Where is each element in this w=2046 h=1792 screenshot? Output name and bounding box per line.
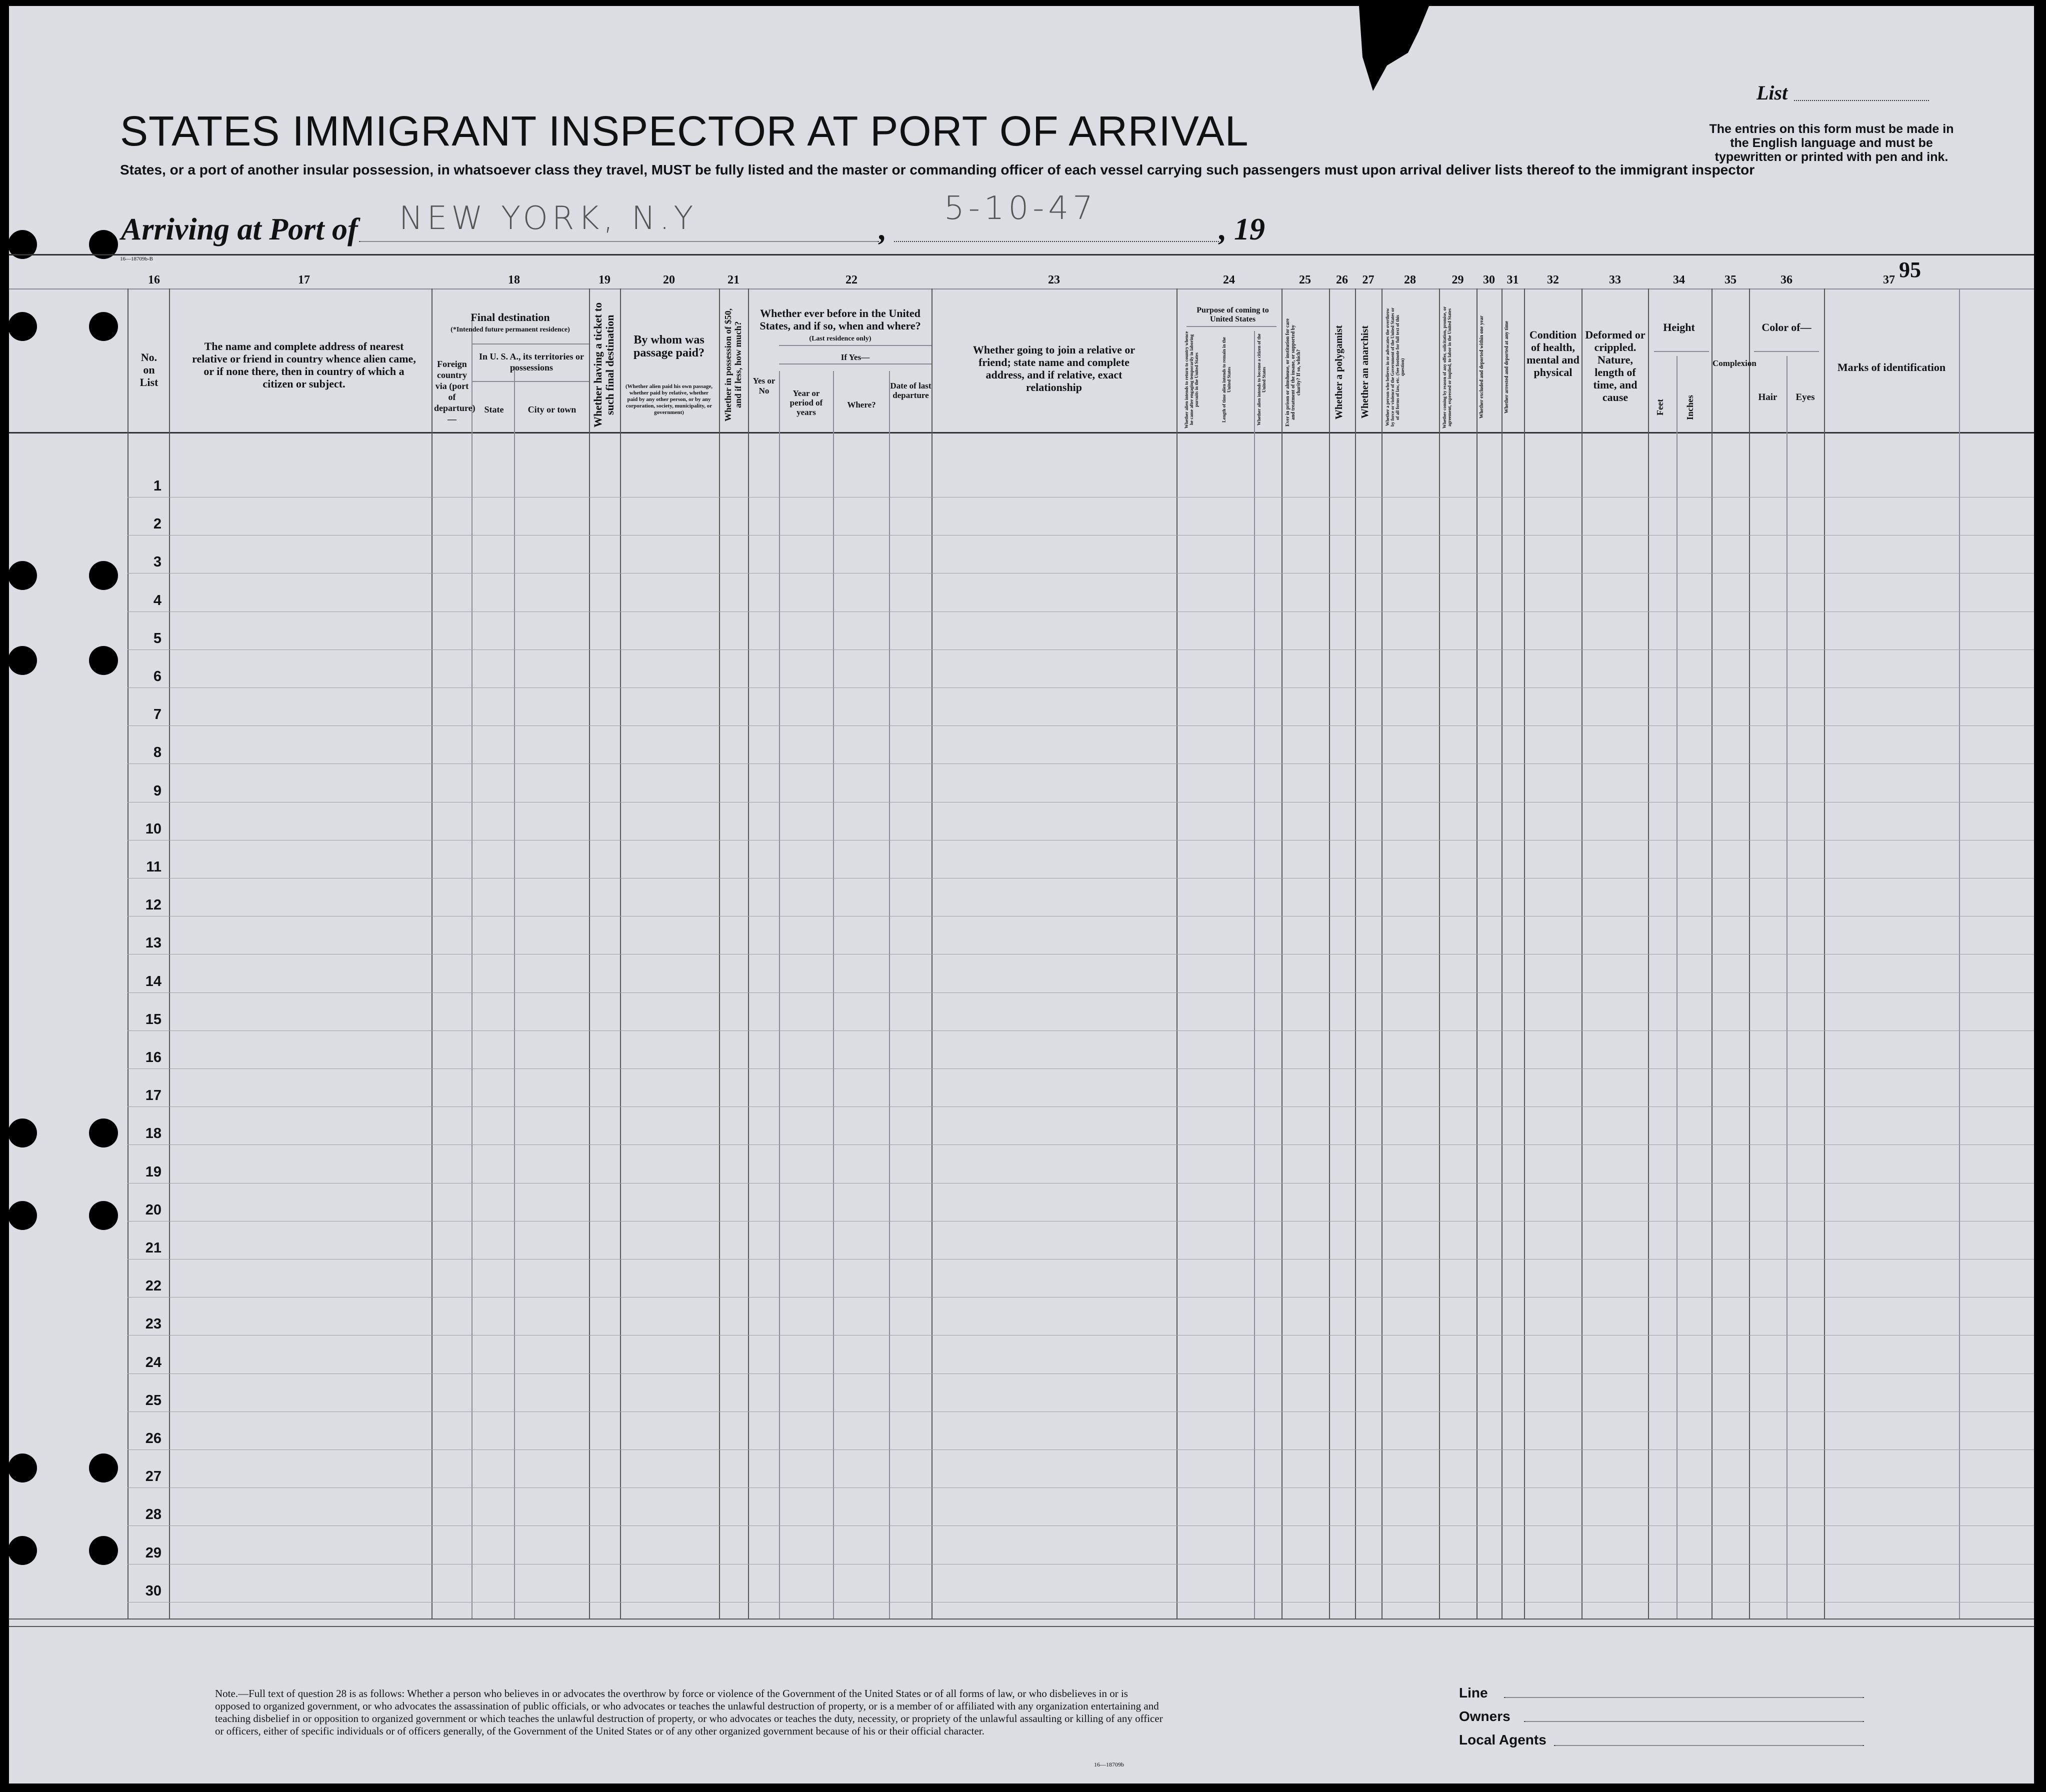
header-deformed: Deformed or crippled. Nature, length of time, and cause bbox=[1585, 328, 1646, 404]
line-field[interactable] bbox=[1504, 1697, 1864, 1698]
manifest-sheet bbox=[9, 6, 2034, 1784]
header-state: State bbox=[484, 404, 504, 414]
col-number-21: 21 bbox=[728, 274, 740, 286]
form-title: STATES IMMIGRANT INSPECTOR AT PORT OF ARRIVAL bbox=[120, 108, 1249, 154]
col-number-36: 36 bbox=[1780, 274, 1792, 286]
owners-field[interactable] bbox=[1524, 1721, 1864, 1722]
form-code-top: 16—18709b-B bbox=[120, 256, 153, 262]
sub-header-line bbox=[1654, 351, 1709, 352]
header-join-relative: Whether going to join a relative or friend; state name and complete address, and if relative, exact relationship bbox=[972, 344, 1136, 394]
col-line bbox=[889, 371, 890, 1618]
col-line bbox=[779, 371, 780, 1618]
col-number-25: 25 bbox=[1299, 274, 1311, 286]
row-number: 12 bbox=[145, 897, 162, 914]
binder-hole-icon bbox=[89, 312, 118, 341]
header-no-on-list: No. on List bbox=[140, 351, 158, 388]
sub-header-line bbox=[472, 381, 589, 382]
col-line bbox=[748, 288, 749, 1618]
row-number: 16 bbox=[145, 1050, 162, 1066]
list-number-line bbox=[1794, 100, 1929, 101]
row-number: 27 bbox=[145, 1468, 162, 1485]
sub-header-line bbox=[1754, 351, 1819, 352]
row-rule-line bbox=[128, 1335, 2034, 1336]
header-bottom-line bbox=[9, 432, 2034, 434]
row-number: 1 bbox=[153, 478, 162, 494]
header-hair: Hair bbox=[1758, 392, 1778, 402]
row-rule-line bbox=[128, 992, 2034, 993]
col-number-19: 19 bbox=[598, 274, 610, 286]
date-line bbox=[894, 241, 1219, 242]
header-purpose: Purpose of coming to United States bbox=[1196, 306, 1269, 324]
header-prison: Ever in prison or almshouse, or institution for care and treatment of the insane, or supported by charity? If so, which? bbox=[1285, 318, 1302, 426]
top-border bbox=[9, 254, 2034, 256]
row-number: 11 bbox=[146, 859, 162, 875]
header-height: Height bbox=[1663, 321, 1695, 334]
header-overthrow: Whether a person who believes in or advocates the overthrow by force or violence of the Government of the United States or of all forms of law, etc. (See footnote for full text of this question) bbox=[1385, 308, 1405, 427]
binder-hole-icon bbox=[89, 1454, 118, 1482]
header-purpose-citizen: Whether alien intends to become a citizen of the United States bbox=[1256, 334, 1266, 426]
local-agents-label: Local Agents bbox=[1459, 1732, 1546, 1748]
header-offer-labor: Whether coming by reason of any offer, solicitation, promise, or agreement, expressed or implied, to labor in the United States bbox=[1442, 306, 1452, 428]
row-number: 24 bbox=[145, 1354, 162, 1370]
header-foreign-country: Foreign country via (port of departure)— bbox=[434, 359, 476, 424]
footnote-question-28: Note.—Full text of question 28 is as follows: Whether a person who believes in or advocates the overthrow by force or violence of the Government of the United States or of all forms of law, or who disbelieves in or is opposed to organized government, or who advocates the assassination of public officials, or who advocates or teaches the unlawful destruction of property, or is a member of or affiliated with any organization entertaining and teaching disbelief in or opposition to organized government or which teaches the unlawful destruction of property, or who advocates or teaches the duty, necessity, or propriety of the unlawful assaulting or killing of any officer or officers, either of specific individuals or of officers generally, of the Government of the United States or of any other organized government because of his or their official character. bbox=[215, 1688, 1163, 1737]
line-label: Line bbox=[1459, 1685, 1488, 1700]
binder-hole-icon bbox=[8, 561, 37, 590]
row-number: 10 bbox=[145, 820, 162, 837]
header-passage-paid-note: (Whether alien paid his own passage, whether paid by relative, whether paid by any other person, or by any corporation, society, municipality, or government) bbox=[626, 384, 712, 416]
year-prefix: 19 bbox=[1234, 212, 1265, 246]
binder-hole-icon bbox=[8, 646, 37, 675]
col-line bbox=[1439, 288, 1440, 1618]
row-number: 30 bbox=[145, 1582, 162, 1599]
port-handwritten: NEW YORK, N.Y bbox=[399, 200, 698, 237]
col-number-17: 17 bbox=[298, 274, 310, 286]
sub-header-line bbox=[1186, 326, 1276, 327]
binder-hole-icon bbox=[89, 646, 118, 675]
sub-header-line bbox=[779, 345, 932, 346]
list-label: List bbox=[1756, 82, 1788, 104]
header-inches: Inches bbox=[1685, 394, 1695, 420]
col-line bbox=[1524, 288, 1525, 1618]
header-yes-no: Yes or No bbox=[752, 376, 776, 396]
col-line bbox=[1355, 288, 1356, 1618]
col-line bbox=[1176, 288, 1178, 1618]
header-condition-health: Condition of health, mental and physical bbox=[1526, 328, 1580, 378]
header-complexion: Complexion bbox=[1712, 358, 1756, 368]
binder-hole-icon bbox=[8, 312, 37, 341]
col-line bbox=[1676, 356, 1678, 1618]
header-if-yes: If Yes— bbox=[840, 352, 870, 362]
column-number-line bbox=[9, 288, 2034, 290]
col-number-20: 20 bbox=[663, 274, 675, 286]
row-rule-line bbox=[128, 1221, 2034, 1222]
row-number: 25 bbox=[145, 1392, 162, 1408]
owners-label: Owners bbox=[1459, 1708, 1510, 1724]
row-rule-line bbox=[128, 1030, 2034, 1031]
row-number: 14 bbox=[145, 973, 162, 990]
header-in-usa: In U. S. A., its territories or possessions bbox=[479, 352, 584, 372]
row-rule-line bbox=[128, 497, 2034, 498]
col-number-34: 34 bbox=[1673, 274, 1685, 286]
footer-top-line bbox=[9, 1626, 2034, 1627]
header-where: Where? bbox=[847, 400, 876, 410]
col-line bbox=[589, 288, 590, 1618]
binder-hole-icon bbox=[89, 1118, 118, 1148]
header-final-destination: Final destination bbox=[470, 311, 550, 324]
row-number: 7 bbox=[153, 706, 162, 723]
col-line bbox=[1648, 288, 1649, 1618]
language-note: The entries on this form must be made in the English language and must be typewritten or printed with pen and ink. bbox=[1709, 122, 1954, 164]
col-number-29: 29 bbox=[1452, 274, 1464, 286]
row-number: 5 bbox=[153, 630, 162, 646]
row-number: 8 bbox=[153, 744, 162, 761]
row-rule-line bbox=[128, 1068, 2034, 1069]
col-number-33: 33 bbox=[1609, 274, 1621, 286]
header-final-destination-note: (*Intended future permanent residence) bbox=[450, 326, 570, 334]
header-ever-before: Whether ever before in the United States, and if so, when and where? bbox=[760, 307, 921, 332]
header-polygamist: Whether a polygamist bbox=[1334, 325, 1344, 420]
row-number: 6 bbox=[153, 668, 162, 684]
row-number: 29 bbox=[145, 1544, 162, 1561]
col-line bbox=[620, 288, 621, 1618]
col-number-16: 16 bbox=[148, 274, 160, 286]
col-number-26: 26 bbox=[1336, 274, 1348, 286]
col-line bbox=[719, 288, 720, 1618]
col-line bbox=[1749, 288, 1750, 1618]
form-code-bottom: 16—18709b bbox=[1094, 1761, 1124, 1768]
form-subtitle: States, or a port of another insular possession, in whatsoever class they travel, MUST be fully listed and the master or commanding officer of each vessel carrying such passengers must upon arrival deliver lists thereof to the immigrant inspector bbox=[120, 162, 1755, 178]
row-rule-line bbox=[128, 1106, 2034, 1107]
header-nearest-relative: The name and complete address of nearest relative or friend in country whence alien came, or if none there, then in country of which a citizen or subject. bbox=[192, 340, 416, 390]
binder-hole-icon bbox=[89, 1536, 118, 1565]
header-year-period: Year or period of years bbox=[790, 388, 823, 417]
year-comma: , bbox=[1219, 212, 1227, 246]
row-number: 20 bbox=[145, 1202, 162, 1218]
grid-bottom-line bbox=[9, 1618, 2034, 1620]
header-arrested: Whether arrested and deported at any time bbox=[1504, 320, 1510, 414]
col-number-32: 32 bbox=[1547, 274, 1559, 286]
header-feet: Feet bbox=[1655, 399, 1665, 416]
header-purpose-length: Length of time alien intends to remain in the United States bbox=[1222, 337, 1232, 422]
binder-hole-icon bbox=[8, 1454, 37, 1482]
binder-hole-icon bbox=[8, 1201, 37, 1230]
port-line bbox=[359, 241, 879, 242]
port-comma: , bbox=[879, 212, 887, 246]
col-line bbox=[1824, 288, 1825, 1618]
col-number-23: 23 bbox=[1048, 274, 1060, 286]
col-number-18: 18 bbox=[508, 274, 520, 286]
header-eyes: Eyes bbox=[1796, 392, 1815, 402]
row-rule-line bbox=[128, 1297, 2034, 1298]
row-number: 4 bbox=[153, 592, 162, 608]
header-ticket: Whether having a ticket to such final destination bbox=[592, 302, 616, 428]
col-number-37: 37 bbox=[1883, 274, 1895, 286]
date-handwritten: 5-10-47 bbox=[944, 190, 1097, 227]
header-excluded: Whether excluded and deported within one year bbox=[1479, 316, 1484, 419]
row-number: 28 bbox=[145, 1506, 162, 1523]
header-purpose-return: Whether alien intends to return to country whence he came after engaging temporarily in laboring pursuits in the United States bbox=[1184, 331, 1199, 428]
header-passage-paid: By whom was passage paid? bbox=[633, 334, 705, 360]
row-number: 22 bbox=[145, 1278, 162, 1294]
col-number-24: 24 bbox=[1223, 274, 1235, 286]
row-rule-line bbox=[128, 573, 2034, 574]
row-rule-line bbox=[128, 1144, 2034, 1145]
col-line bbox=[1476, 288, 1478, 1618]
col-line bbox=[169, 288, 170, 1618]
row-rule-line bbox=[128, 1259, 2034, 1260]
header-anarchist: Whether an anarchist bbox=[1360, 326, 1370, 419]
row-number: 3 bbox=[153, 554, 162, 570]
binder-hole-icon bbox=[8, 1118, 37, 1148]
row-number: 23 bbox=[145, 1316, 162, 1332]
binder-hole-icon bbox=[89, 1201, 118, 1230]
row-number: 2 bbox=[153, 516, 162, 532]
col-number-22: 22 bbox=[846, 274, 858, 286]
row-number: 9 bbox=[153, 782, 162, 799]
row-rule-line bbox=[128, 535, 2034, 536]
local-agents-field[interactable] bbox=[1554, 1745, 1864, 1746]
col-line bbox=[1959, 288, 1960, 1618]
header-last-residence: (Last residence only) bbox=[809, 335, 872, 342]
row-number: 15 bbox=[145, 1011, 162, 1028]
header-color-of: Color of— bbox=[1762, 321, 1812, 334]
row-number: 18 bbox=[145, 1126, 162, 1142]
torn-paper-mark bbox=[1359, 6, 1429, 91]
col-number-28: 28 bbox=[1404, 274, 1416, 286]
col-number-27: 27 bbox=[1362, 274, 1374, 286]
row-number: 17 bbox=[145, 1088, 162, 1104]
row-number: 26 bbox=[145, 1430, 162, 1446]
col-number-30: 30 bbox=[1483, 274, 1495, 286]
header-marks-identification: Marks of identification bbox=[1837, 361, 1946, 374]
header-fifty-dollars: Whether in possession of $50, and if less, how much? bbox=[723, 308, 743, 422]
col-line bbox=[1786, 356, 1788, 1618]
row-number: 19 bbox=[145, 1164, 162, 1180]
arriving-label: Arriving at Port of bbox=[121, 212, 358, 246]
header-city: City or town bbox=[528, 404, 576, 414]
binder-hole-icon bbox=[8, 1536, 37, 1565]
col-line bbox=[1329, 288, 1330, 1618]
page-number: 95 bbox=[1899, 258, 1921, 282]
row-rule-line bbox=[128, 1183, 2034, 1184]
col-number-35: 35 bbox=[1724, 274, 1736, 286]
col-line bbox=[833, 371, 834, 1618]
binder-hole-icon bbox=[89, 561, 118, 590]
row-number: 21 bbox=[145, 1240, 162, 1256]
row-number: 13 bbox=[145, 935, 162, 952]
col-number-31: 31 bbox=[1506, 274, 1519, 286]
header-date-last-departure: Date of last departure bbox=[890, 381, 932, 400]
col-line bbox=[1254, 331, 1255, 1618]
